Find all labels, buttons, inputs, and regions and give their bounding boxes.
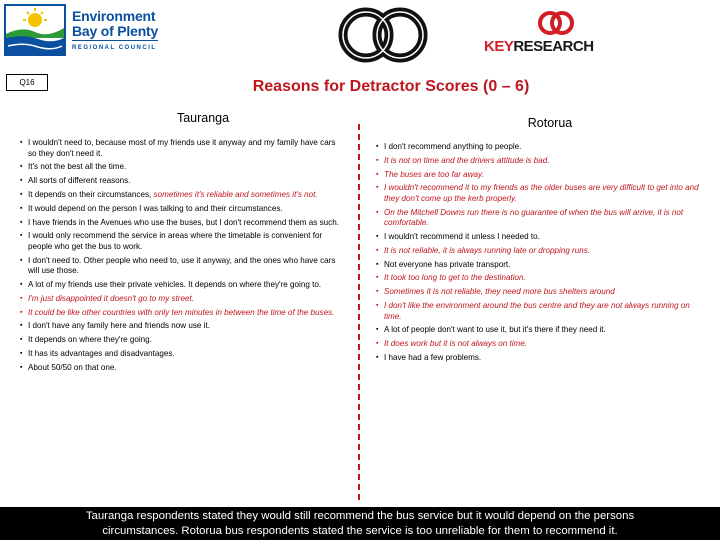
- list-item: ▪ Not everyone has private transport.: [376, 260, 706, 271]
- keyresearch-research: RESEARCH: [513, 38, 594, 55]
- list-item: ▪ I don't need to. Other people who need to, use it anyway, and the ones who have cars will use those.: [20, 256, 344, 277]
- list-item: ▪ All sorts of different reasons.: [20, 176, 344, 187]
- page-title: Reasons for Detractor Scores (0 – 6): [252, 78, 530, 95]
- list-item: ▪ I'm just disappointed it doesn't go to my street.: [20, 294, 344, 305]
- list-item: ▪ It took too long to get to the destination.: [376, 273, 706, 284]
- list-item: ▪ It has its advantages and disadvantages.: [20, 349, 344, 360]
- rotorua-reasons-list: [376, 142, 706, 367]
- list-item: ▪ I wouldn't need to, because most of my friends use it anyway and my family have cars so they don't need it.: [20, 138, 344, 159]
- list-item: ▪ It depends on where they're going.: [20, 335, 344, 346]
- list-item: ▪ I wouldn't recommend it to my friends as the older buses are very difficult to get into and they don't come up the kerb properly.: [376, 183, 706, 204]
- footer-line2: circumstances. Rotorua bus respondents stated the service is too unreliable for them to recommend it.: [102, 524, 618, 537]
- org-name-line2: Bay of Plenty: [72, 23, 159, 39]
- list-item: ▪ I have had a few problems.: [376, 353, 706, 364]
- list-item: ▪ I don't like the environment around the bus centre and they are not always running on time.: [376, 301, 706, 322]
- keyresearch-logo: [484, 10, 630, 58]
- org-name-rule: [72, 40, 158, 41]
- list-item: ▪ The buses are too far away.: [376, 170, 706, 181]
- list-item: ▪ I would only recommend the service in areas where the timetable is convenient for people who get the bus to work.: [20, 231, 344, 252]
- environment-bop-logo: [4, 4, 160, 56]
- column-divider: [358, 124, 360, 500]
- list-item: ▪ It could be like other countries with only ten minutes in between the time of the buses.: [20, 308, 344, 319]
- heading-rotorua: Rotorua: [527, 116, 573, 130]
- list-item: ▪ It's not the best all the time.: [20, 162, 344, 173]
- keyresearch-wordmark: [484, 38, 594, 55]
- list-item: ▪ A lot of my friends use their private vehicles. It depends on where they're going to.: [20, 280, 344, 291]
- list-item: ▪ On the Mitchell Downs run there is no guarantee of when the bus will arrive, it is not comfortable.: [376, 208, 706, 229]
- org-name-line3: REGIONAL COUNCIL: [72, 45, 157, 51]
- list-item: ▪ I wouldn't recommend it unless I needed to.: [376, 232, 706, 243]
- list-item: ▪ About 50/50 on that one.: [20, 363, 344, 374]
- list-item: ▪ It would depend on the person I was talking to and their circumstances.: [20, 204, 344, 215]
- list-item: ▪ A lot of people don't want to use it, but it's there if they need it.: [376, 325, 706, 336]
- list-item: ▪ Sometimes it is not reliable, they need more bus shelters around: [376, 287, 706, 298]
- org-name: [72, 9, 158, 51]
- heading-tauranga: Tauranga: [176, 111, 230, 125]
- tauranga-reasons-list: [20, 138, 344, 377]
- list-item: ▪ It is not reliable, it is always running late or dropping runs.: [376, 246, 706, 257]
- footer-line1: Tauranga respondents stated they would still recommend the bus service but it would depend on the persons: [85, 510, 635, 522]
- key-rings-icon: [536, 10, 576, 36]
- list-item-text: sometimes it's reliable and sometimes it's not.: [153, 189, 318, 199]
- list-item: ▪ I don't recommend anything to people.: [376, 142, 706, 153]
- summary-footer: [0, 507, 720, 540]
- list-item: ▪ It is not on time and the drivers attitude is bad.: [376, 156, 706, 167]
- interlocking-rings-logo: [330, 4, 440, 64]
- list-item-text: It depends on their circumstances,: [28, 189, 154, 199]
- list-item: ▪ It does work but it is not always on time.: [376, 339, 706, 350]
- question-badge: Q16: [6, 74, 48, 91]
- keyresearch-key: KEY: [484, 38, 514, 55]
- bay-landscape-icon: [4, 4, 66, 56]
- list-item: ▪ I have friends in the Avenues who use the buses, but I don't recommend them as such.: [20, 218, 344, 229]
- org-name-line1: Environment: [72, 8, 156, 24]
- list-item: ▪ I don't have any family here and friends now use it.: [20, 321, 344, 332]
- list-item: [20, 190, 344, 201]
